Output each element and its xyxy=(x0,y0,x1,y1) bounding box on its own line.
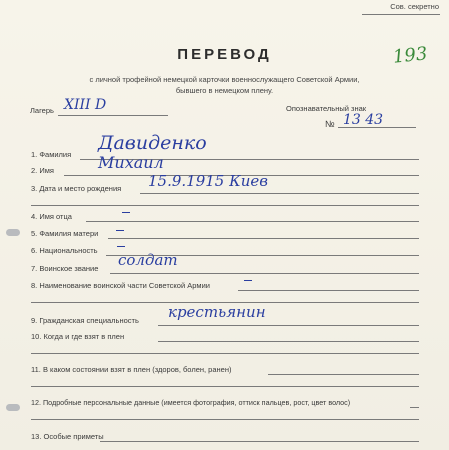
field-label-rank: 7. Воинское звание xyxy=(31,264,99,273)
field-label-birth: 3. Дата и место рождения xyxy=(31,184,122,193)
subtitle-line-1: с личной трофейной немецкой карточки военнослужащего Советской Армии, xyxy=(89,75,360,84)
classification-underline xyxy=(362,14,440,15)
camp-label: Лагерь xyxy=(30,106,54,115)
field-line-special-marks xyxy=(100,441,419,442)
field-value-name: Михаил xyxy=(98,153,164,172)
field-label-surname: 1. Фамилия xyxy=(31,150,72,159)
field-label-unit: 8. Наименование воинской части Советской Армии xyxy=(31,281,210,290)
field-line-condition xyxy=(268,374,419,375)
subtitle-line-2: бывшего в немецком плену. xyxy=(175,86,274,95)
punch-hole xyxy=(6,229,20,236)
id-tag-number-prefix: № xyxy=(325,119,335,129)
field-line-mother-surname xyxy=(108,238,419,239)
field-line-birth xyxy=(140,193,419,194)
field-value-rank: солдат xyxy=(118,251,178,269)
field-line-rank xyxy=(110,273,419,274)
field-value-birth: 15.9.1915 Киев xyxy=(148,172,268,190)
field-value-nationality-dash xyxy=(117,246,125,247)
field-value-father-name-dash xyxy=(122,212,130,213)
id-tag-label: Опознавательный знак xyxy=(286,104,367,113)
field-line-personal-data xyxy=(410,407,419,408)
field-label-mother-surname: 5. Фамилия матери xyxy=(31,229,99,238)
field-line-birth-continued xyxy=(31,205,419,206)
classification-stamp: Сов. секретно xyxy=(390,2,439,11)
field-label-father-name: 4. Имя отца xyxy=(31,212,72,221)
field-line-profession xyxy=(158,325,419,326)
field-label-profession: 9. Гражданская специальность xyxy=(31,316,139,325)
field-value-surname: Давиденко xyxy=(98,132,207,154)
field-value-unit-dash xyxy=(244,280,252,281)
field-line-unit xyxy=(238,290,419,291)
field-label-captured-when-where: 10. Когда и где взят в плен xyxy=(31,332,125,341)
document-title: ПЕРЕВОД xyxy=(177,46,272,63)
id-tag-value: 13 43 xyxy=(343,112,384,128)
field-line-personal-data-continued xyxy=(31,419,419,420)
camp-line xyxy=(58,115,168,116)
field-value-profession: крестьянин xyxy=(168,303,266,321)
field-label-personal-data: 12. Подробные персональные данные (имеется фотография, оттиск пальцев, рост, цвет волос) xyxy=(31,398,351,407)
field-label-special-marks: 13. Особые приметы xyxy=(31,432,104,441)
field-line-captured-when-where xyxy=(158,341,419,342)
handwritten-number: 193 xyxy=(391,43,429,68)
field-line-captured-continued xyxy=(31,353,419,354)
camp-value: XIII D xyxy=(64,97,107,113)
field-value-mother-surname-dash xyxy=(116,230,124,231)
field-line-condition-continued xyxy=(31,386,419,387)
field-label-condition: 11. В каком состоянии взят в плен (здоров, болен, ранен) xyxy=(31,365,232,374)
field-label-name: 2. Имя xyxy=(31,166,54,175)
field-line-father-name xyxy=(86,221,419,222)
field-label-nationality: 6. Национальность xyxy=(31,246,98,255)
punch-hole xyxy=(6,404,20,411)
